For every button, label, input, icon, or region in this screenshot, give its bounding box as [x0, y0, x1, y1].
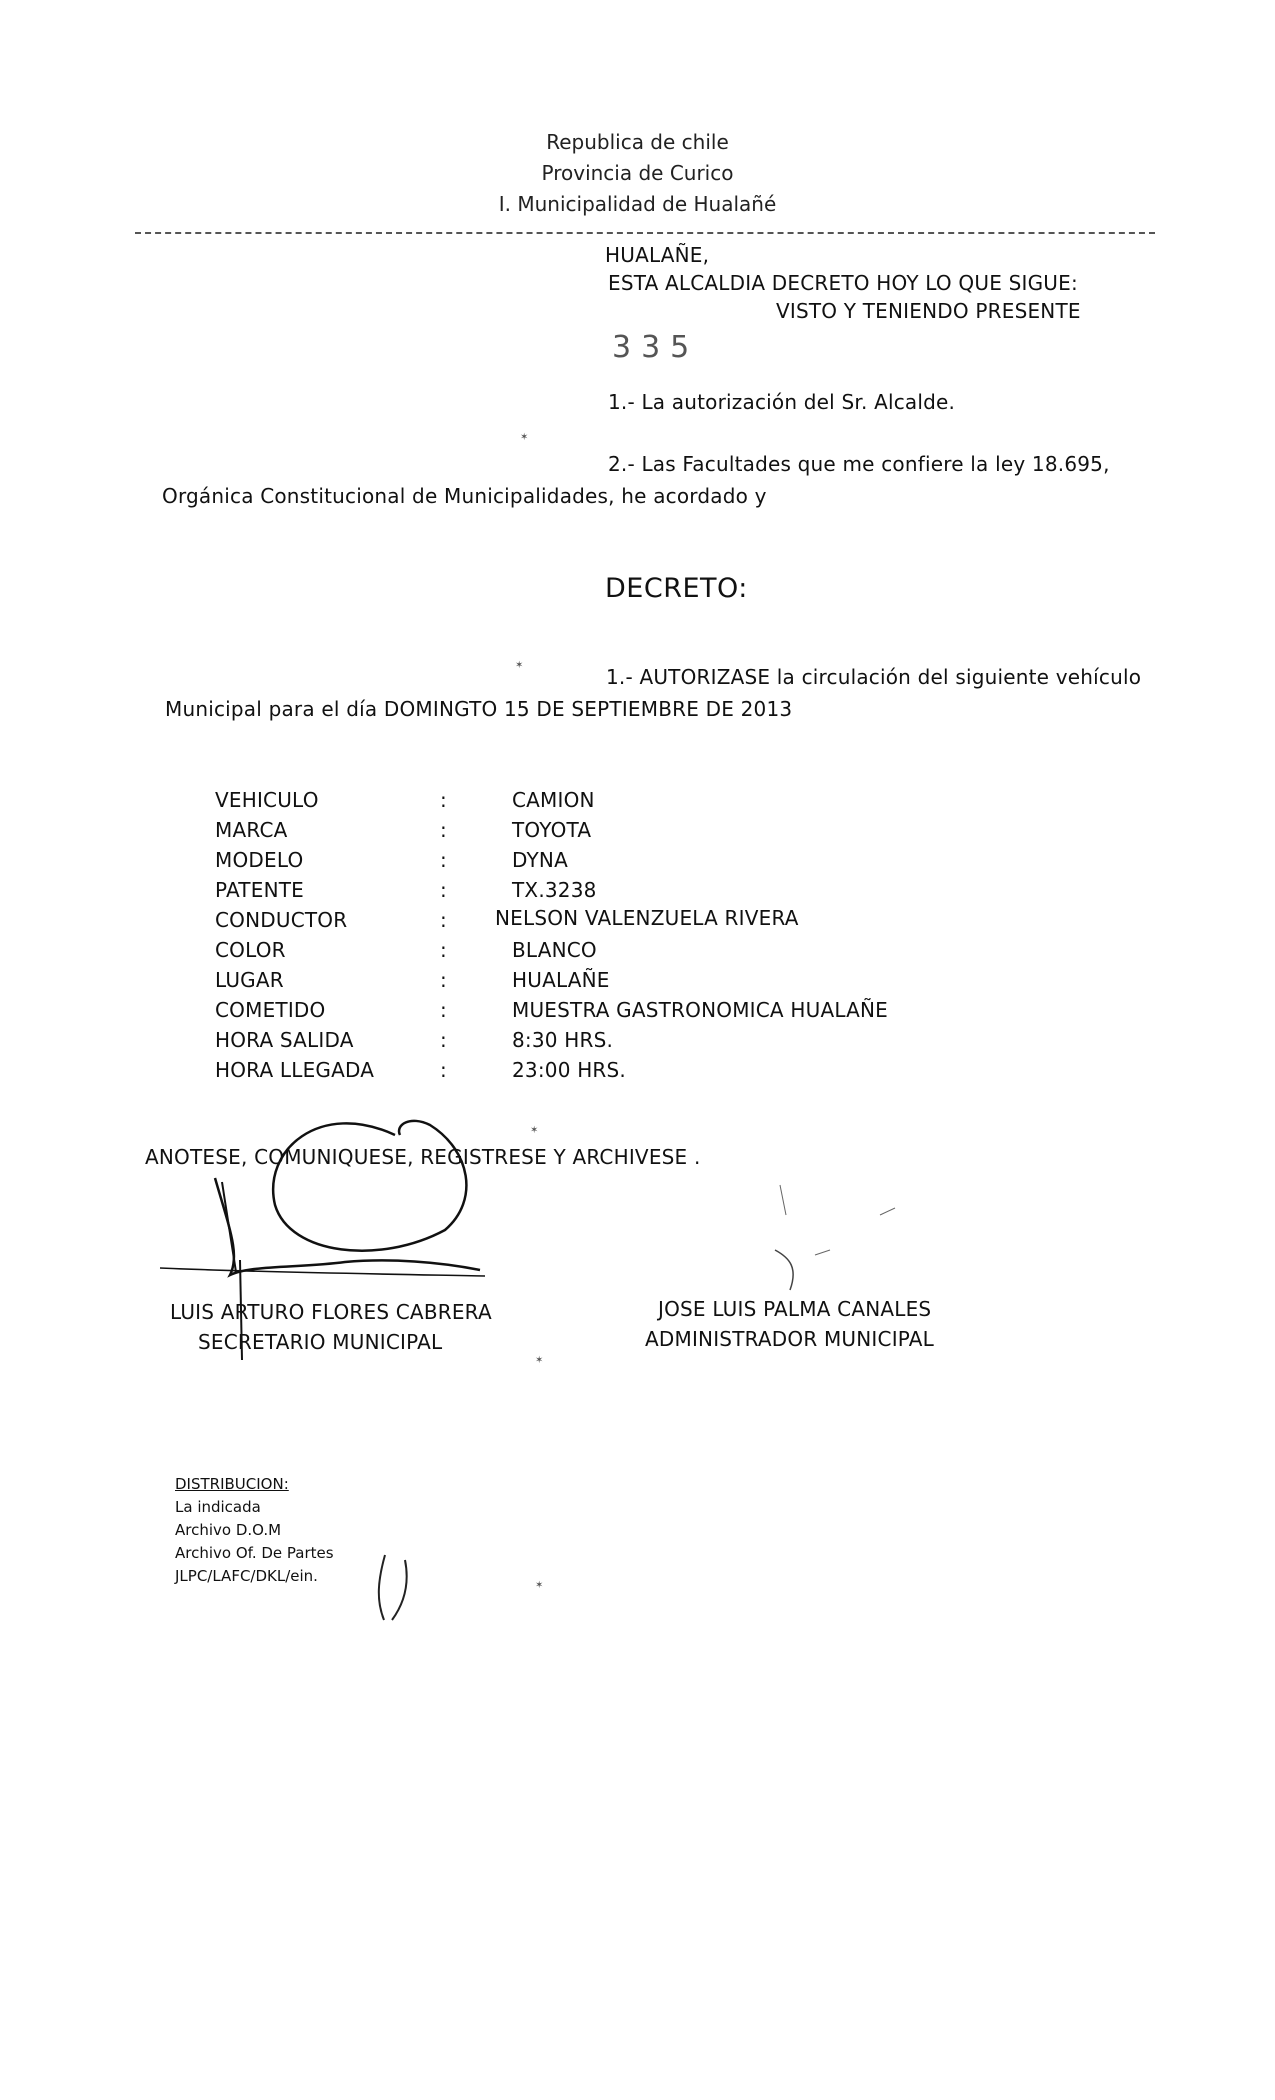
scan-speck: ✶ [530, 1125, 539, 1136]
stamp-number: 335 [612, 330, 700, 365]
header-municipality: I. Municipalidad de Hualañé [498, 192, 777, 216]
row-value: TOYOTA [512, 818, 592, 842]
row-value: MUESTRA GASTRONOMICA HUALAÑE [512, 998, 889, 1022]
distribution-item: JLPC/LAFC/DKL/ein. [175, 1567, 318, 1585]
row-label: MODELO [215, 848, 304, 872]
scan-speck: ✶ [520, 432, 529, 443]
intro-decree-line: ESTA ALCALDIA DECRETO HOY LO QUE SIGUE: [608, 271, 1078, 295]
row-value: BLANCO [512, 938, 597, 962]
left-signer-name: LUIS ARTURO FLORES CABRERA [170, 1300, 492, 1324]
row-colon: : [440, 818, 447, 842]
row-label: LUGAR [215, 968, 284, 992]
row-label: HORA LLEGADA [215, 1058, 375, 1082]
row-label: MARCA [215, 818, 288, 842]
row-value: 8:30 HRS. [512, 1028, 614, 1052]
row-label: CONDUCTOR [215, 908, 348, 932]
consideration-1: 1.- La autorización del Sr. Alcalde. [608, 390, 956, 414]
row-value: DYNA [512, 848, 568, 872]
closing-text: ANOTESE, COMUNIQUESE, REGISTRESE Y ARCHIVESE . [145, 1145, 701, 1169]
distribution-item: Archivo Of. De Partes [175, 1544, 334, 1562]
row-colon: : [440, 1028, 447, 1052]
row-value: TX.3238 [512, 878, 597, 902]
row-label: COMETIDO [215, 998, 326, 1022]
distribution-block [175, 1473, 334, 1588]
row-value: HUALAÑE [512, 968, 610, 992]
row-colon: : [440, 938, 447, 962]
row-colon: : [440, 878, 447, 902]
row-colon: : [440, 968, 447, 992]
header-province: Provincia de Curico [541, 161, 734, 185]
row-value: CAMION [512, 788, 595, 812]
consideration-2-line1: 2.- Las Facultades que me confiere la ley 18.695, [608, 452, 1110, 476]
row-value: NELSON VALENZUELA RIVERA [495, 906, 799, 930]
distribution-title: DISTRIBUCION: [175, 1475, 289, 1493]
scan-speck: ✶ [535, 1580, 544, 1591]
row-colon: : [440, 1058, 447, 1082]
row-label: COLOR [215, 938, 286, 962]
row-label: HORA SALIDA [215, 1028, 354, 1052]
row-colon: : [440, 908, 447, 932]
row-label: PATENTE [215, 878, 304, 902]
row-label: VEHICULO [215, 788, 319, 812]
row-colon: : [440, 848, 447, 872]
distribution-item: Archivo D.O.M [175, 1521, 282, 1539]
left-signer-title: SECRETARIO MUNICIPAL [198, 1330, 443, 1354]
header-republic: Republica de chile [546, 130, 729, 154]
scan-speck: ✶ [515, 660, 524, 671]
decreto-title: DECRETO: [605, 573, 748, 604]
intro-visto: VISTO Y TENIENDO PRESENTE [776, 299, 1081, 323]
article-1-line2: Municipal para el día DOMINGTO 15 DE SEPTIEMBRE DE 2013 [165, 697, 793, 721]
right-signer-title: ADMINISTRADOR MUNICIPAL [645, 1327, 934, 1351]
right-signer-name: JOSE LUIS PALMA CANALES [658, 1297, 932, 1321]
consideration-2-line2: Orgánica Constitucional de Municipalidades, he acordado y [162, 484, 767, 508]
distribution-item: La indicada [175, 1498, 261, 1516]
article-1-line1: 1.- AUTORIZASE la circulación del siguiente vehículo [606, 665, 1142, 689]
row-value: 23:00 HRS. [512, 1058, 626, 1082]
row-colon: : [440, 788, 447, 812]
row-colon: : [440, 998, 447, 1022]
intro-place: HUALAÑE, [605, 243, 710, 267]
scan-speck: ✶ [535, 1355, 544, 1366]
